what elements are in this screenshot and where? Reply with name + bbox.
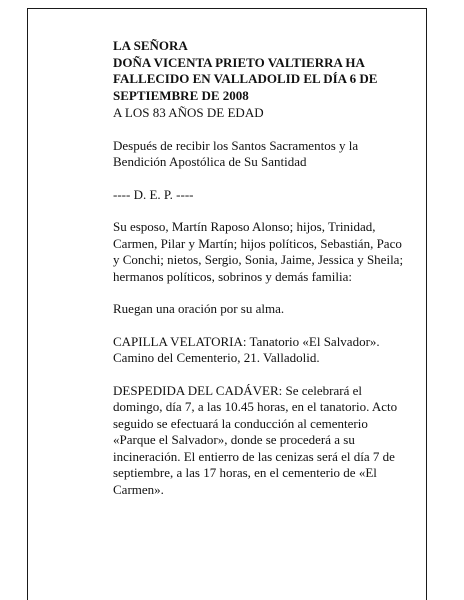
heading-title: LA SEÑORA — [113, 38, 188, 53]
rip-line: ---- D. E. P. ---- — [113, 186, 194, 202]
chapel-text: CAPILLA VELATORIA: Tanatorio «El Salvador». Camino del Cementerio, 21. Valladolid. — [113, 333, 380, 365]
heading-announcement: DOÑA VICENTA PRIETO VALTIERRA HA FALLECIDO EN VALLADOLID EL DÍA 6 DE SEPTIEMBRE DE 2008 — [113, 54, 378, 103]
farewell-text: DESPEDIDA DEL CADÁVER: Se celebrará el domingo, día 7, a las 10.45 horas, en el tanatorio. Acto seguido se efectuará la conducción al cementerio «Parque el Salvador», donde se procederá a su incineración. El entierro de las cenizas será el día 7 de septiembre, a las 17 horas, en el cementerio de «El Carmen». — [113, 382, 398, 497]
sacraments-text: Después de recibir los Santos Sacramentos y la Bendición Apostólica de Su Santidad — [113, 137, 359, 169]
notice-heading — [113, 38, 409, 104]
family-text: Su esposo, Martín Raposo Alonso; hijos, Trinidad, Carmen, Pilar y Martín; hijos políticos, Sebastián, Paco y Conchi; nietos, Sergio, Sonia, Jaime, Jessica y Sheila; hermanos políticos, sobrinos y demás familia: — [113, 219, 404, 284]
age-line: A LOS 83 AÑOS DE EDAD — [113, 105, 264, 120]
prayer-text: Ruegan una oración por su alma. — [113, 301, 285, 316]
obituary-notice — [113, 38, 409, 498]
